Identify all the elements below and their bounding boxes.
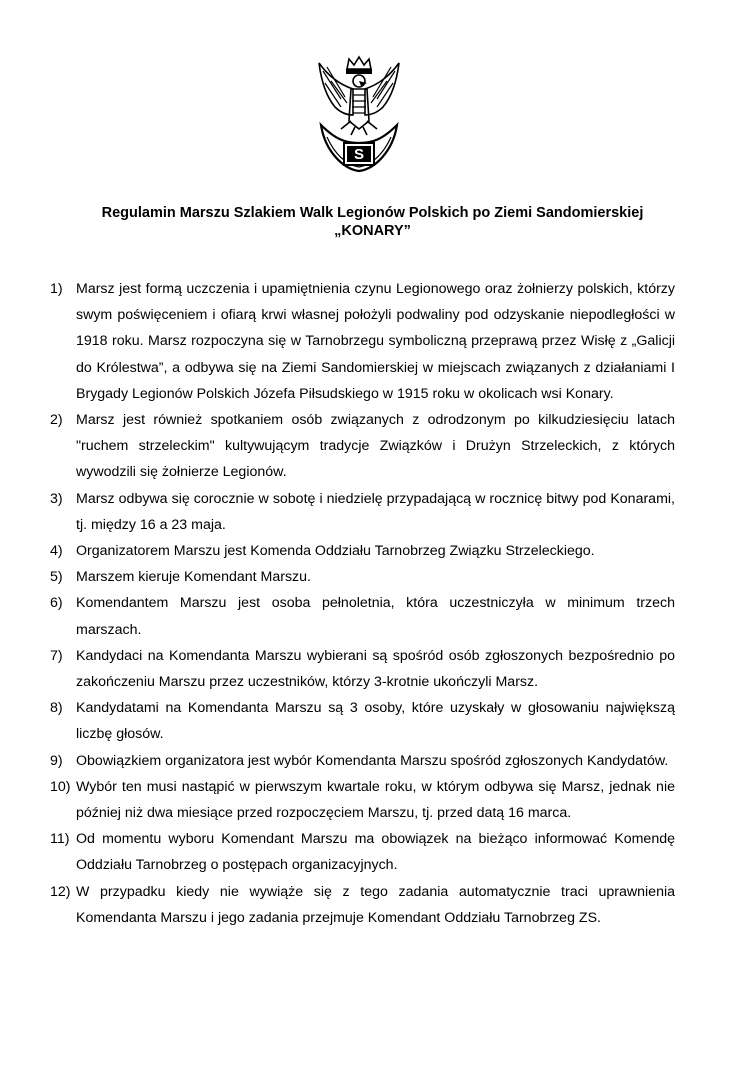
rule-item	[50, 643, 675, 695]
rule-text: Marszem kieruje Komendant Marszu.	[76, 569, 311, 586]
rule-item	[50, 407, 675, 486]
rule-text: Organizatorem Marszu jest Komenda Oddziału Tarnobrzeg Związku Strzeleckiego.	[76, 543, 595, 560]
rule-number: 6)	[50, 595, 63, 612]
rule-item	[50, 564, 675, 590]
rule-item	[50, 276, 675, 407]
rule-item	[50, 879, 675, 931]
rule-number: 10)	[50, 778, 71, 795]
rule-item	[50, 748, 675, 774]
rule-text: W przypadku kiedy nie wywiąże się z tego zadania automatycznie traci uprawnienia Komendanta Marszu i jego zadania przejmuje Komendant Oddziału Tarnobrzeg ZS.	[76, 883, 675, 926]
rule-number: 5)	[50, 569, 63, 586]
rule-number: 12)	[50, 883, 71, 900]
rule-number: 1)	[50, 281, 63, 297]
rule-number: 11)	[50, 831, 70, 848]
rule-text: Marsz odbywa się corocznie w sobotę i niedzielę przypadającą w rocznicę bitwy pod Konarami, tj. między 16 a 23 maja.	[76, 490, 675, 533]
rule-item	[50, 538, 675, 564]
rule-number: 3)	[50, 490, 63, 507]
legion-eagle-emblem-icon	[311, 55, 407, 175]
rule-number: 4)	[50, 543, 63, 560]
title-line-2: „KONARY”	[334, 223, 411, 239]
rule-text: Komendantem Marszu jest osoba pełnoletnia, która uczestniczyła w minimum trzech marszach.	[76, 595, 675, 638]
rule-text: Wybór ten musi nastąpić w pierwszym kwartale roku, w którym odbywa się Marsz, jednak nie później niż dwa miesiące przed rozpoczęciem Marszu, tj. przed datą 16 marca.	[76, 778, 675, 822]
rule-text: Od momentu wyboru Komendant Marszu ma obowiązek na bieżąco informować Komendę Oddziału Tarnobrzeg o postępach organizacyjnych.	[76, 831, 675, 874]
rule-text: Kandydaci na Komendanta Marszu wybierani są spośród osób zgłoszonych bezpośrednio po zakończeniu Marszu przez uczestników, którzy 3-krotnie ukończyli Marsz.	[76, 647, 675, 691]
rule-item	[50, 695, 675, 747]
rule-item	[50, 826, 675, 878]
rule-item	[50, 590, 675, 642]
rule-text: Marsz jest formą uczczenia i upamiętnienia czynu Legionowego oraz żołnierzy polskich, którzy swym poświęceniem i ofiarą krwi własnej położyli podwaliny pod odzyskanie niepodległości w 1918 roku. Marsz rozpoczyna się w Tarnobrzegu symboliczną przeprawą przez Wisłę z „Galicji do Królestwa”, a odbywa się na Ziemi Sandomierskiej w miejscach związanych z działaniami I Brygady Legionów Polskich Józefa Piłsudskiego w 1915 roku w okolicach wsi Konary.	[76, 281, 675, 402]
rule-text: Obowiązkiem organizatora jest wybór Komendanta Marszu spośród zgłoszonych Kandydatów.	[76, 752, 669, 769]
document-title	[30, 204, 715, 240]
rule-text: Kandydatami na Komendanta Marszu są 3 osoby, które uzyskały w głosowaniu największą liczbę głosów.	[76, 700, 675, 743]
rule-item	[50, 486, 675, 538]
rule-number: 8)	[50, 700, 63, 717]
rule-number: 2)	[50, 412, 63, 429]
rule-number: 7)	[50, 647, 63, 664]
emblem-letter: S	[353, 146, 365, 163]
rule-item	[50, 774, 675, 826]
rules-list	[50, 276, 675, 931]
rule-number: 9)	[50, 752, 63, 769]
title-line-1: Regulamin Marszu Szlakiem Walk Legionów Polskich po Ziemi Sandomierskiej	[101, 205, 644, 221]
rule-text: Marsz jest również spotkaniem osób związanych z odrodzonym po kilkudziesięciu latach "ruchem strzeleckim" kultywującym tradycje Związków i Drużyn Strzeleckich, z których wywodzili się żołnierze Legionów.	[76, 412, 675, 481]
